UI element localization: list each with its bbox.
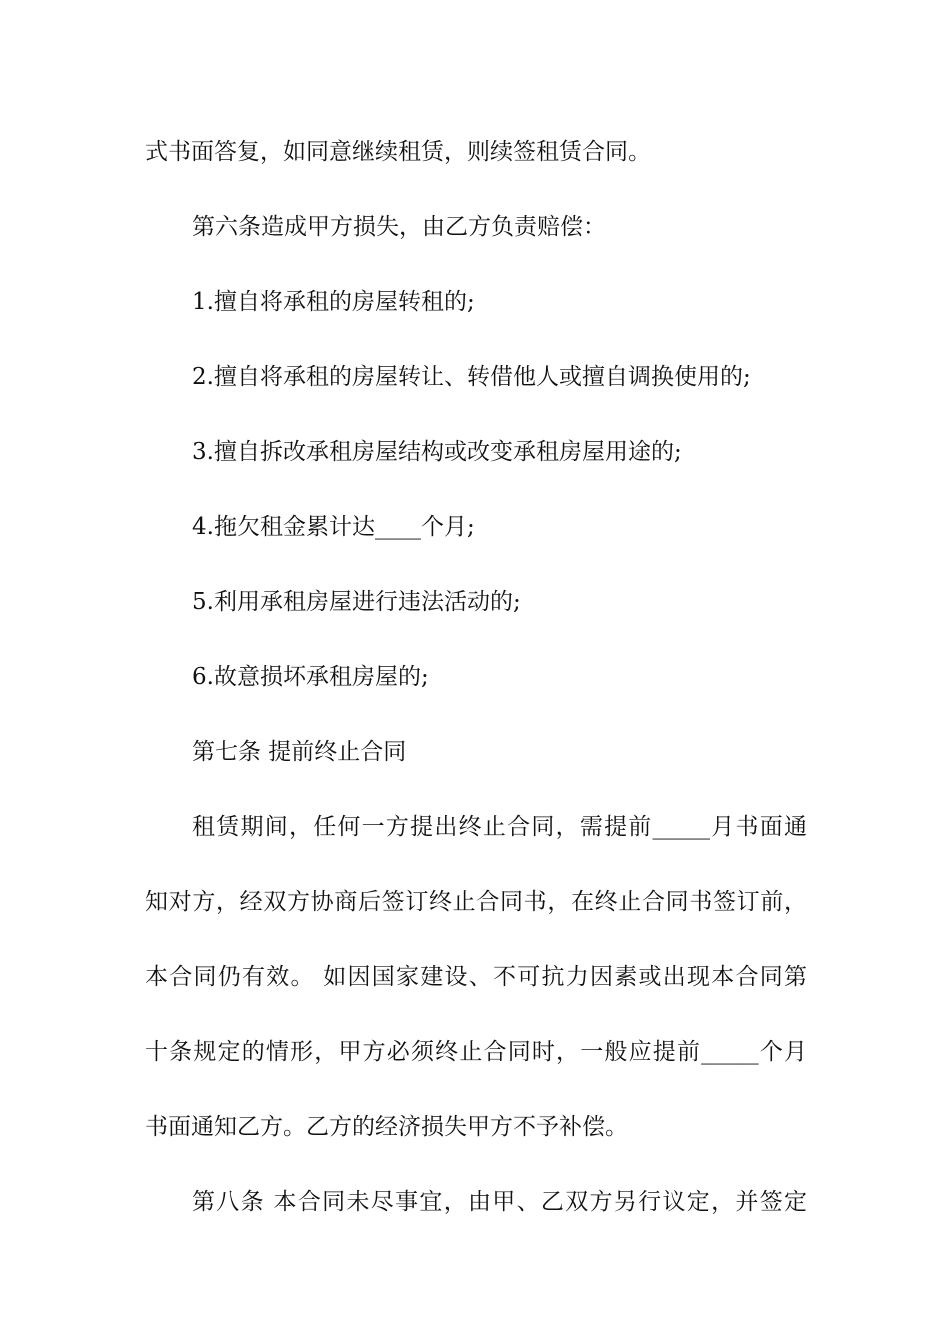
- article-6-heading: 第六条造成甲方损失，由乙方负责赔偿：: [192, 214, 606, 240]
- paragraph-line: 本合同仍有效。 如因国家建设、不可抗力因素或出现本合同第: [145, 964, 807, 990]
- list-item: 3.擅自拆改承租房屋结构或改变承租房屋用途的;: [192, 439, 682, 465]
- article-8-line: 第八条 本合同未尽事宜，由甲、乙双方另行议定，并签定: [192, 1189, 807, 1215]
- paragraph-line: 书面通知乙方。乙方的经济损失甲方不予补偿。: [145, 1114, 628, 1140]
- list-item: 1.擅自将承租的房屋转租的;: [192, 289, 475, 315]
- article-7-heading: 第七条 提前终止合同: [192, 739, 407, 765]
- paragraph-line: 知对方，经双方协商后签订终止合同书，在终止合同书签订前，: [145, 889, 807, 915]
- paragraph-line: 十条规定的情形，甲方必须终止合同时，一般应提前_____个月: [145, 1039, 807, 1065]
- list-item: 6.故意损坏承租房屋的;: [192, 664, 429, 690]
- list-item: 4.拖欠租金累计达____个月;: [192, 514, 475, 540]
- list-item: 2.擅自将承租的房屋转让、转借他人或擅自调换使用的;: [192, 364, 751, 390]
- paragraph-line: 式书面答复，如同意继续租赁，则续签租赁合同。: [145, 139, 651, 165]
- list-item: 5.利用承租房屋进行违法活动的;: [192, 589, 521, 615]
- paragraph-line: 租赁期间，任何一方提出终止合同，需提前_____月书面通: [192, 814, 807, 840]
